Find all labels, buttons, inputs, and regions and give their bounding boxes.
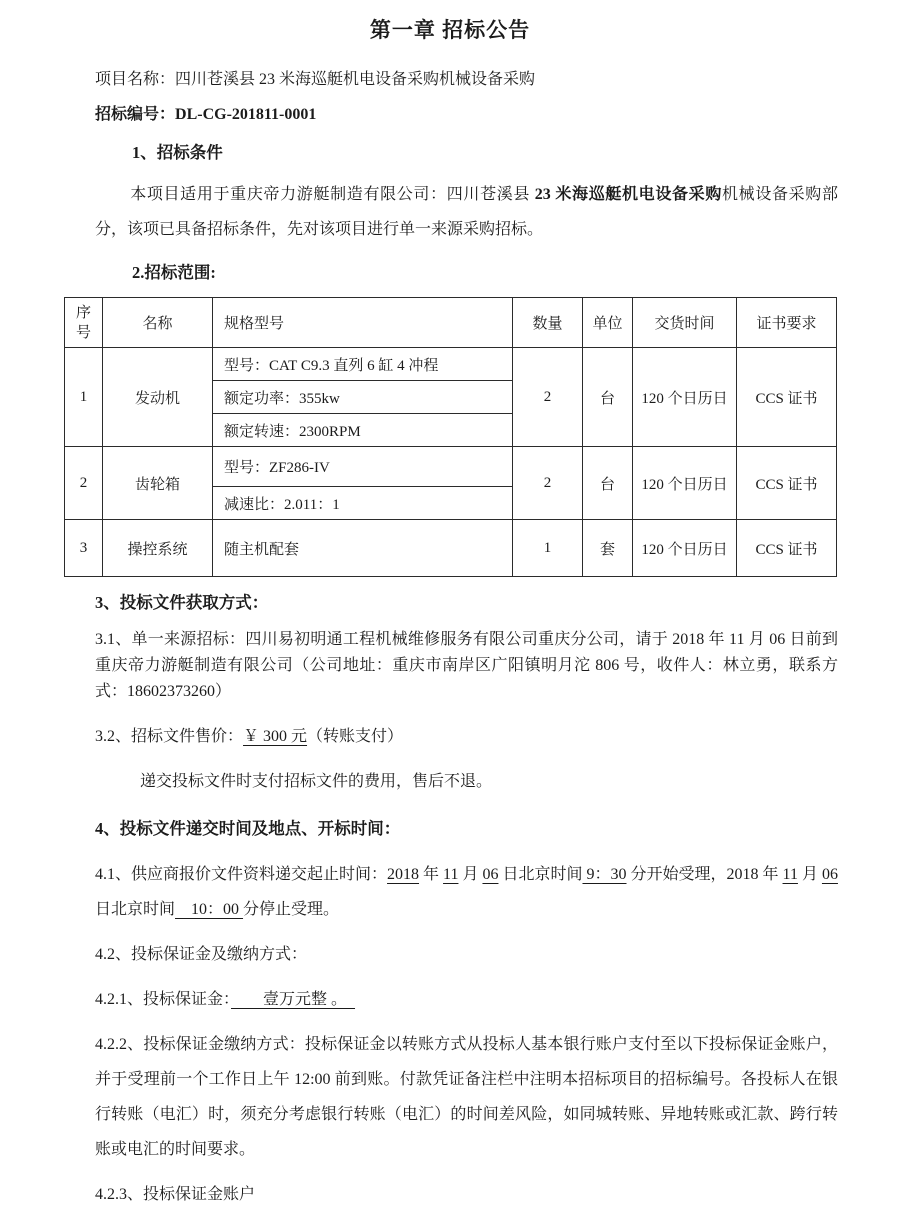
header-cell-delivery: 交货时间 bbox=[633, 298, 737, 348]
spec-cell: 随主机配套 bbox=[213, 520, 513, 577]
no-cell: 1 bbox=[65, 348, 103, 447]
header-cell-spec: 规格型号 bbox=[213, 298, 513, 348]
tender-number-line bbox=[95, 103, 838, 127]
header-cell-cert: 证书要求 bbox=[737, 298, 837, 348]
delivery-cell: 120 个日历日 bbox=[633, 447, 737, 520]
table-row-control-system bbox=[65, 520, 837, 577]
page-title: 第一章 招标公告 bbox=[369, 18, 531, 42]
no-cell: 2 bbox=[65, 447, 103, 520]
item-4-2-2: 4.2.2、投标保证金缴纳方式：投标保证金以转账方式从投标人基本银行账户支付至以下投标保证金账户，并于受理前一个工作日上午 12:00 前到账。付款凭证备注栏中注明本招标项目的招标编号。各投标人在银行转账（电汇）时，须充分考虑银行转账（电汇）的时间差风险，如同城转账、异地转账或汇款、跨行转账或电汇的时间要求。 bbox=[95, 1036, 838, 1158]
table-row-engine bbox=[65, 348, 837, 381]
spec-cell: 减速比：2.011：1 bbox=[213, 487, 513, 520]
delivery-cell: 120 个日历日 bbox=[633, 348, 737, 447]
cert-cell: CCS 证书 bbox=[737, 447, 837, 520]
header-cell-qty: 数量 bbox=[513, 298, 583, 348]
item-3-2-note: 递交投标文件时支付招标文件的费用，售后不退。 bbox=[140, 773, 493, 790]
item-4-1: 4.1、供应商报价文件资料递交起止时间：2018 年 11 月 06 日北京时间 9：30 分开始受理，2018 年 11 月 06 日北京时间 10：00 分停止受理。 bbox=[95, 866, 838, 918]
project-name-line bbox=[95, 68, 838, 92]
item-4-2: 4.2、投标保证金及缴纳方式： bbox=[95, 946, 308, 963]
table-row-gearbox bbox=[65, 447, 837, 487]
item-3-2: 3.2、招标文件售价：￥ 300 元（转账支付） bbox=[95, 728, 404, 745]
scope-table bbox=[64, 297, 837, 577]
project-name-value: 四川苍溪县 23 米海巡艇机电设备采购机械设备采购 bbox=[175, 71, 536, 88]
item-4-2-1: 4.2.1、投标保证金： 壹万元整 。 bbox=[95, 991, 356, 1008]
header-cell-unit: 单位 bbox=[583, 298, 633, 348]
tender-number-value: DL-CG-201811-0001 bbox=[175, 106, 317, 123]
tender-number-label: 招标编号： bbox=[95, 106, 176, 123]
item-3-1: 3.1、单一来源招标：四川易初明通工程机械维修服务有限公司重庆分公司，请于 2018 年 11 月 06 日前到重庆帝力游艇制造有限公司（公司地址：重庆市南岸区广阳镇明月沱 806 号，收件人：林立勇，联系方式：18602373260） bbox=[95, 631, 838, 700]
header-cell-no: 序号 bbox=[65, 298, 103, 348]
cert-cell: CCS 证书 bbox=[737, 520, 837, 577]
unit-cell: 套 bbox=[583, 520, 633, 577]
unit-cell: 台 bbox=[583, 348, 633, 447]
section3-heading: 3、投标文件获取方式： bbox=[95, 593, 269, 612]
spec-cell: 型号：ZF286-IV bbox=[213, 447, 513, 487]
qty-cell: 2 bbox=[513, 348, 583, 447]
spec-cell: 额定转速：2300RPM bbox=[213, 414, 513, 447]
section2-heading: 2.招标范围: bbox=[132, 263, 216, 282]
header-cell-name: 名称 bbox=[103, 298, 213, 348]
section1-heading: 1、招标条件 bbox=[132, 143, 223, 162]
spec-cell: 型号：CAT C9.3 直列 6 缸 4 冲程 bbox=[213, 348, 513, 381]
project-name-label: 项目名称： bbox=[95, 71, 176, 88]
unit-cell: 台 bbox=[583, 447, 633, 520]
table-header-row bbox=[65, 298, 837, 348]
spec-cell: 额定功率：355kw bbox=[213, 381, 513, 414]
delivery-cell: 120 个日历日 bbox=[633, 520, 737, 577]
no-cell: 3 bbox=[65, 520, 103, 577]
cert-cell: CCS 证书 bbox=[737, 348, 837, 447]
item-4-2-3: 4.2.3、投标保证金账户 bbox=[95, 1186, 256, 1203]
section4-heading: 4、投标文件递交时间及地点、开标时间： bbox=[95, 819, 401, 838]
qty-cell: 2 bbox=[513, 447, 583, 520]
section1-body: 本项目适用于重庆帝力游艇制造有限公司：四川苍溪县 23 米海巡艇机电设备采购机械设备采购部分，该项已具备招标条件，先对该项目进行单一来源采购招标。 bbox=[95, 186, 838, 238]
name-cell: 齿轮箱 bbox=[103, 447, 213, 520]
name-cell: 操控系统 bbox=[103, 520, 213, 577]
qty-cell: 1 bbox=[513, 520, 583, 577]
name-cell: 发动机 bbox=[103, 348, 213, 447]
